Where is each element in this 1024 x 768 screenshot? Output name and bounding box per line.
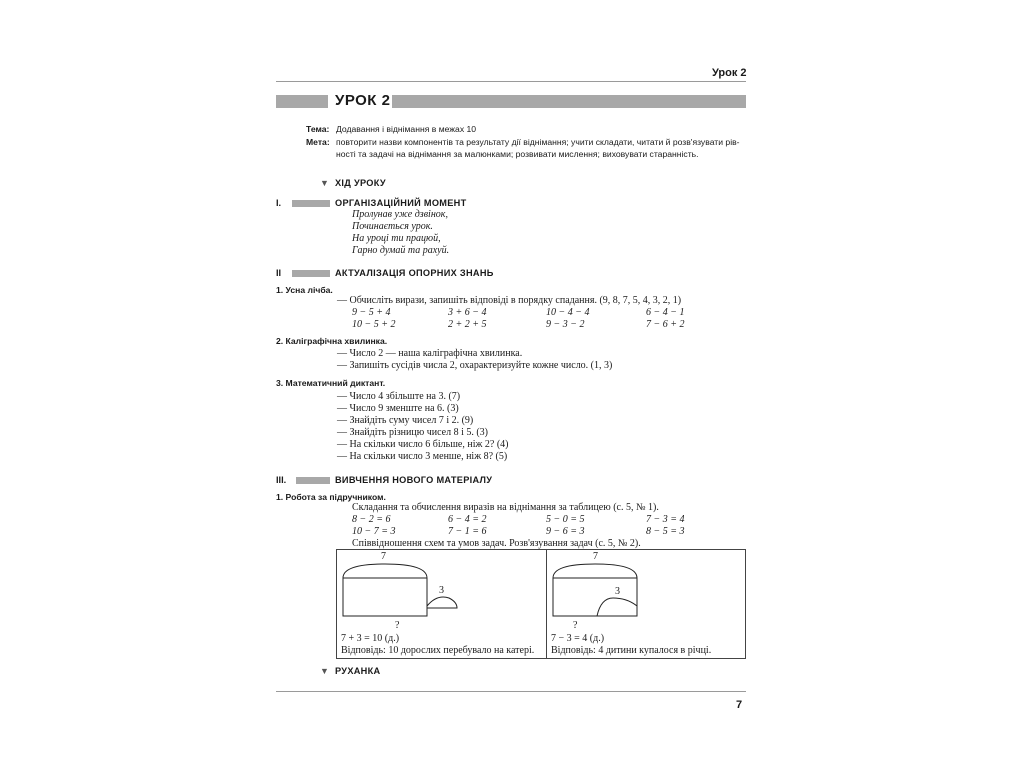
oral-count-instruction: — Обчисліть вирази, запишіть відповіді в порядку спадання. (9, 8, 7, 5, 4, 3, 2, 1): [337, 295, 682, 306]
section-1-bar: [292, 200, 330, 207]
calligraphy-line: — Число 2 — наша каліграфічна хвилинка.: [337, 348, 523, 359]
table-expr: 8 − 5 = 3: [646, 526, 685, 537]
item-calligraphy-title: 2. Каліграфічна хвилинка.: [276, 336, 388, 346]
course-triangle-icon: ▼: [320, 178, 329, 188]
poem-line-1: Пролунав уже дзвінок,: [352, 209, 448, 220]
oral-expr: 2 + 2 + 5: [448, 319, 487, 330]
goal-label: Мета:: [306, 137, 330, 147]
oral-expr: 3 + 6 − 4: [448, 307, 487, 318]
scheme-right-equation: 7 − 3 = 4 (д.): [551, 633, 605, 644]
poem-line-3: На уроці ти працюй,: [352, 233, 441, 244]
running-header: Урок 2: [712, 67, 747, 79]
section-3-bar: [296, 477, 330, 484]
diagram-right-panel: [546, 549, 746, 659]
lesson-title: УРОК 2: [335, 92, 391, 109]
warmup-triangle-icon: ▼: [320, 666, 329, 676]
section-2-bar: [292, 270, 330, 277]
warmup-heading: РУХАНКА: [335, 666, 381, 676]
item-dictation-title: 3. Математичний диктант.: [276, 378, 386, 388]
textbook-line-1: Складання та обчислення виразів на віднімання за таблицею (с. 5, № 1).: [352, 502, 659, 513]
scheme-left-top-label: 7: [381, 551, 386, 562]
dictation-line: — Знайдіть суму чисел 7 і 2. (9): [337, 415, 474, 426]
table-expr: 8 − 2 = 6: [352, 514, 391, 525]
table-expr: 5 − 0 = 5: [546, 514, 585, 525]
scheme-right-side-label: 3: [615, 586, 620, 597]
dictation-line: — На скільки число 6 більше, ніж 2? (4): [337, 439, 509, 450]
section-1-number: I.: [276, 198, 282, 208]
textbook-line-2: Співвідношення схем та умов задач. Розв'язування задач (с. 5, № 2).: [352, 538, 641, 549]
table-expr: 7 − 1 = 6: [448, 526, 487, 537]
item-oral-count-title: 1. Усна лічба.: [276, 285, 333, 295]
dictation-line: — Число 9 зменште на 6. (3): [337, 403, 459, 414]
table-expr: 6 − 4 = 2: [448, 514, 487, 525]
table-expr: 9 − 6 = 3: [546, 526, 585, 537]
calligraphy-line: — Запишіть сусідів числа 2, охарактеризуйте кожне число. (1, 3): [337, 360, 613, 371]
page-number: 7: [736, 699, 743, 711]
dictation-line: — На скільки число 3 менше, ніж 8? (5): [337, 451, 508, 462]
scheme-right-bottom-label: ?: [573, 620, 578, 631]
topic-text: Додавання і віднімання в межах 10: [336, 124, 477, 134]
topic-label: Тема:: [306, 124, 330, 134]
dictation-line: — Знайдіть різницю чисел 8 і 5. (3): [337, 427, 489, 438]
scheme-left-answer: Відповідь: 10 дорослих перебувало на катері.: [341, 645, 535, 656]
footer-rule: [276, 691, 746, 692]
section-3-title: ВИВЧЕННЯ НОВОГО МАТЕРІАЛУ: [335, 475, 493, 485]
poem-line-2: Починається урок.: [352, 221, 433, 232]
title-bar-right: [392, 95, 746, 108]
table-expr: 7 − 3 = 4: [646, 514, 685, 525]
item-textbook-title: 1. Робота за підручником.: [276, 492, 386, 502]
scheme-left-side-label: 3: [439, 585, 444, 596]
scheme-left-bottom-label: ?: [395, 620, 400, 631]
header-rule: [276, 81, 746, 82]
poem-line-4: Гарно думай та рахуй.: [352, 245, 450, 256]
scheme-left-equation: 7 + 3 = 10 (д.): [341, 633, 400, 644]
scheme-right-answer: Відповідь: 4 дитини купалося в річці.: [551, 645, 712, 656]
section-1-title: ОРГАНІЗАЦІЙНИЙ МОМЕНТ: [335, 198, 467, 208]
oral-expr: 9 − 3 − 2: [546, 319, 585, 330]
section-3-number: III.: [276, 475, 287, 485]
goal-line-2: ності та задачі на віднімання за малюнками; розвивати мислення; виховувати старанність.: [336, 149, 699, 159]
oral-expr: 7 − 6 + 2: [646, 319, 685, 330]
table-expr: 10 − 7 = 3: [352, 526, 396, 537]
goal-line-1: повторити назви компонентів та результату дії віднімання; учити складати, читати й розв'язувати рів-: [336, 137, 740, 147]
diagram-left-panel: [336, 549, 548, 659]
oral-expr: 9 − 5 + 4: [352, 307, 391, 318]
scheme-right-top-label: 7: [593, 551, 598, 562]
title-bar-left: [276, 95, 328, 108]
course-heading: ХІД УРОКУ: [335, 178, 386, 188]
oral-expr: 10 − 5 + 2: [352, 319, 396, 330]
section-2-number: II: [276, 268, 282, 278]
section-2-title: АКТУАЛІЗАЦІЯ ОПОРНИХ ЗНАНЬ: [335, 268, 494, 278]
oral-expr: 10 − 4 − 4: [546, 307, 590, 318]
oral-expr: 6 − 4 − 1: [646, 307, 685, 318]
dictation-line: — Число 4 збільште на 3. (7): [337, 391, 461, 402]
